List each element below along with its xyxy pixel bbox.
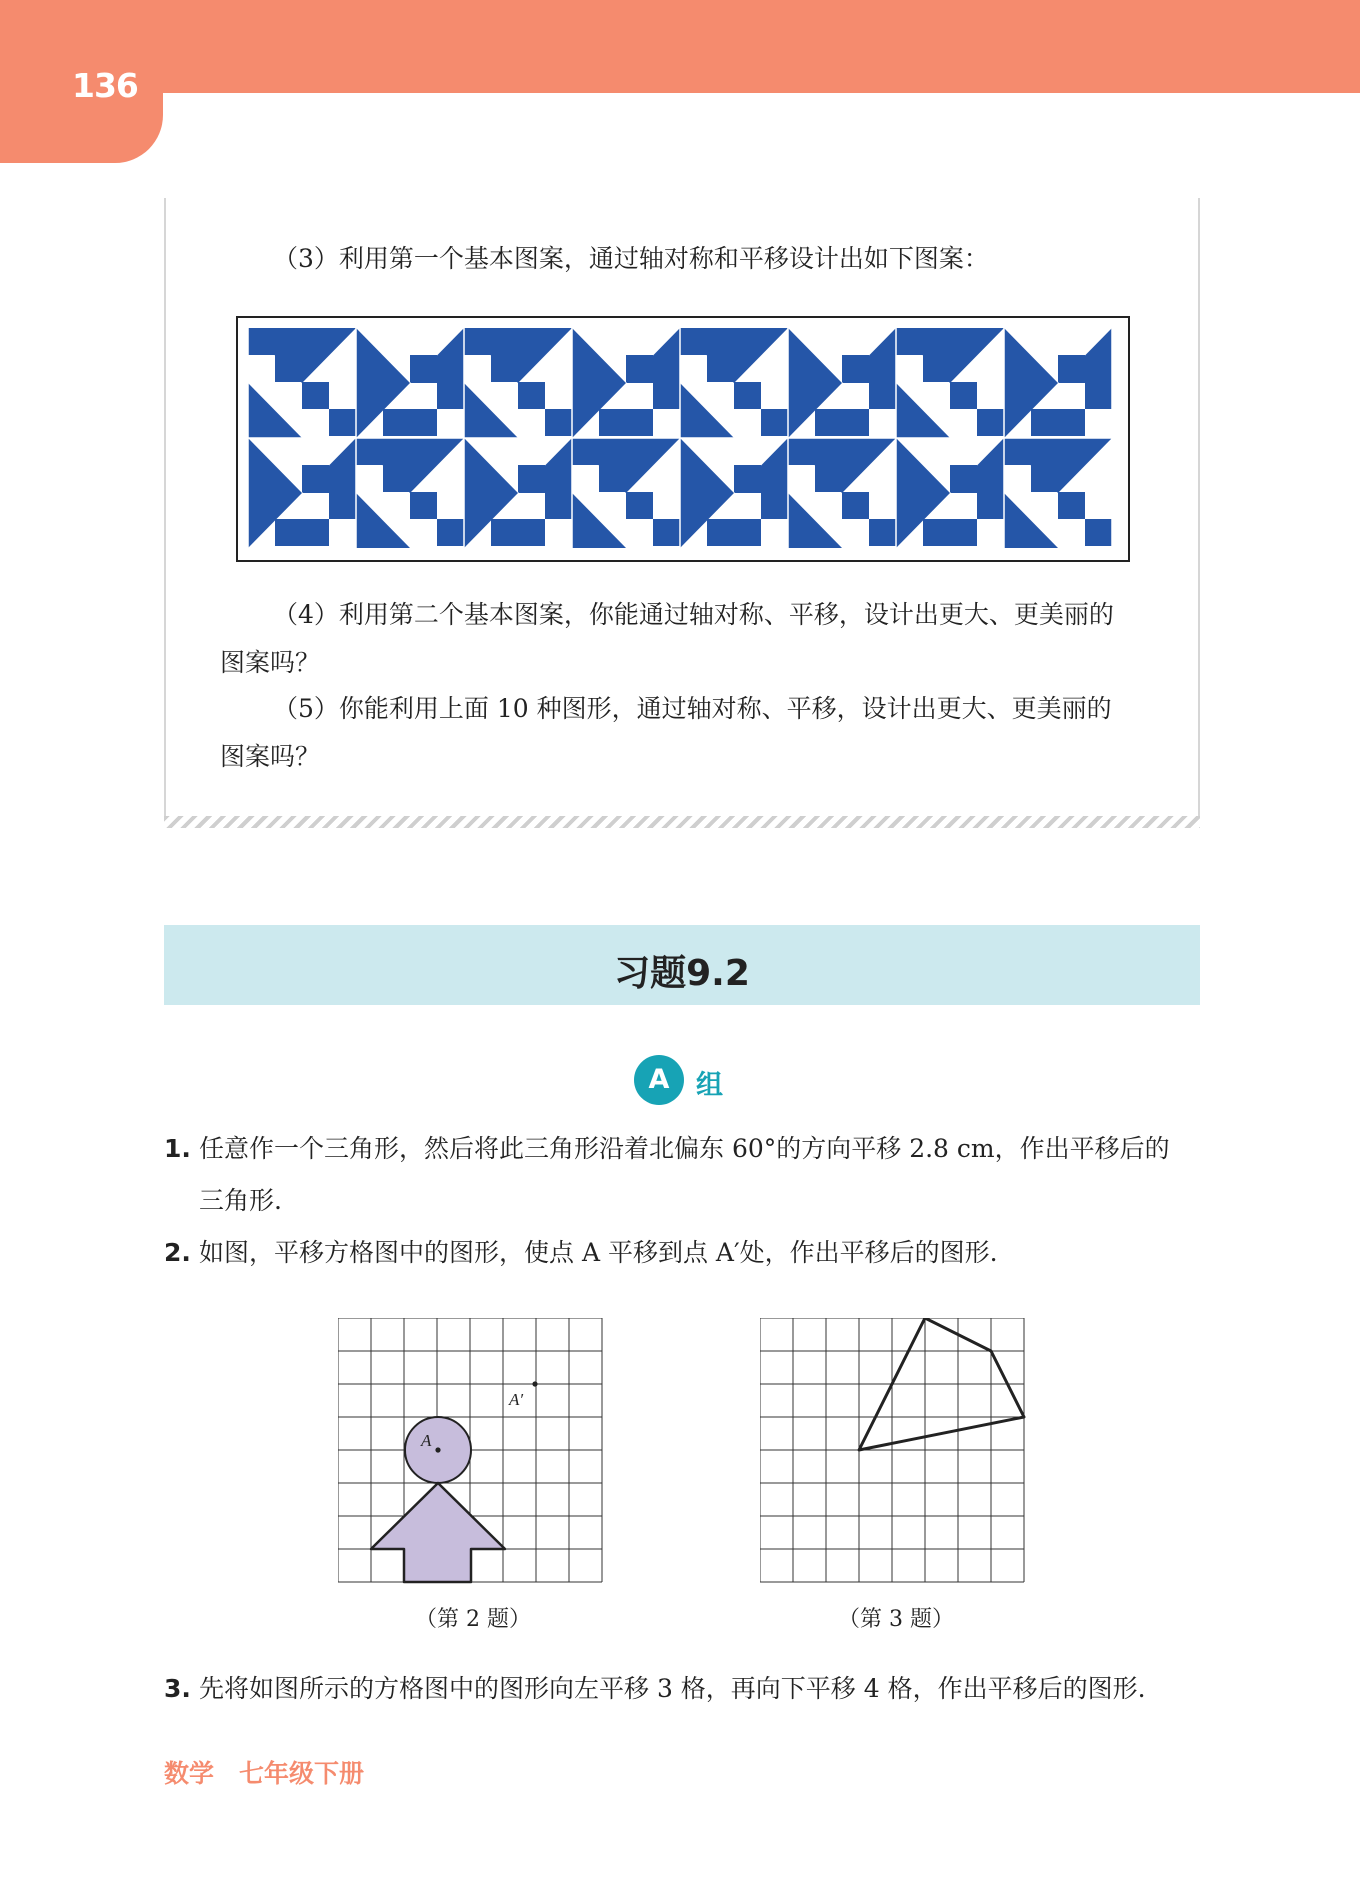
question-1-number xyxy=(164,1132,191,1166)
pattern-square xyxy=(410,355,437,382)
pattern-square xyxy=(410,492,437,519)
pattern-square xyxy=(977,409,1004,436)
pattern-square xyxy=(356,438,383,465)
pattern-square xyxy=(842,355,869,382)
pattern-square xyxy=(437,519,464,546)
pattern-square xyxy=(626,409,653,436)
figure-3-caption: （第 3 题） xyxy=(838,1607,954,1632)
figure-2-svg xyxy=(338,1318,608,1588)
pattern-square xyxy=(761,492,788,519)
pattern-square xyxy=(842,492,869,519)
pattern-square xyxy=(1085,519,1112,546)
pattern-square xyxy=(599,409,626,436)
group-letter-badge: A xyxy=(634,1055,684,1105)
pattern-square xyxy=(1004,438,1031,465)
question-2-number xyxy=(164,1236,191,1270)
pattern-square xyxy=(383,465,410,492)
pattern-square xyxy=(518,519,545,546)
pattern-square xyxy=(923,519,950,546)
pattern-square xyxy=(653,382,680,409)
question-2-text: 如图，平移方格图中的图形，使点 A 平移到点 A′处，作出平移后的图形. xyxy=(199,1238,998,1267)
pattern-square xyxy=(302,465,329,492)
pattern-square xyxy=(788,438,815,465)
tessellation-pattern xyxy=(236,316,1130,562)
pattern-square xyxy=(815,465,842,492)
pattern-square xyxy=(653,519,680,546)
figure-2-caption: （第 2 题） xyxy=(415,1607,531,1632)
pattern-square xyxy=(1085,382,1112,409)
pattern-square xyxy=(761,409,788,436)
pattern-square xyxy=(572,438,599,465)
pattern-square xyxy=(518,465,545,492)
box-bottom-hatch xyxy=(164,816,1200,828)
item-3-text: （3）利用第一个基本图案，通过轴对称和平移设计出如下图案： xyxy=(273,244,989,273)
point-a-dot xyxy=(435,1447,440,1452)
pattern-square xyxy=(734,519,761,546)
pattern-square xyxy=(437,382,464,409)
question-3-number xyxy=(164,1672,191,1706)
pattern-square xyxy=(734,382,761,409)
pattern-square xyxy=(950,465,977,492)
header-bar xyxy=(0,0,1360,93)
figure-2 xyxy=(338,1318,608,1592)
pattern-svg xyxy=(248,328,1114,548)
pattern-square xyxy=(1058,355,1085,382)
q2-num: 2. xyxy=(164,1238,191,1267)
pattern-square xyxy=(923,355,950,382)
group-label: 组 xyxy=(696,1070,723,1101)
pattern-square xyxy=(950,382,977,409)
pattern-square xyxy=(275,355,302,382)
footer-book-title: 数学 七年级下册 xyxy=(164,1759,365,1788)
pattern-square xyxy=(896,328,923,355)
item-5-line-2: 图案吗？ xyxy=(220,742,321,771)
pattern-square xyxy=(1031,465,1058,492)
pattern-square xyxy=(329,409,356,436)
pattern-square xyxy=(1031,409,1058,436)
pattern-square xyxy=(869,519,896,546)
pattern-square xyxy=(869,382,896,409)
pattern-square xyxy=(626,492,653,519)
exercise-title: 习题9.2 xyxy=(614,953,750,994)
point-a-label: A xyxy=(421,1431,432,1450)
point-a-prime-dot xyxy=(532,1381,537,1386)
pattern-square xyxy=(707,355,734,382)
pattern-square xyxy=(680,328,707,355)
pattern-square xyxy=(275,519,302,546)
pattern-square xyxy=(545,409,572,436)
point-a-prime-label: A′ xyxy=(509,1390,524,1409)
pattern-square xyxy=(545,492,572,519)
pattern-square xyxy=(491,519,518,546)
item-5-line-1: （5）你能利用上面 10 种图形，通过轴对称、平移，设计出更大、更美丽的 xyxy=(273,694,1112,723)
pattern-square xyxy=(410,409,437,436)
figure-3 xyxy=(760,1318,1030,1592)
pattern-square xyxy=(842,409,869,436)
pattern-square xyxy=(1058,492,1085,519)
pattern-square xyxy=(977,492,1004,519)
item-4-line-1: （4）利用第二个基本图案，你能通过轴对称、平移，设计出更大、更美丽的 xyxy=(273,600,1114,629)
pattern-square xyxy=(950,519,977,546)
question-1-line-2: 三角形. xyxy=(199,1186,282,1215)
exercise-title-band xyxy=(164,925,1200,1005)
pattern-square xyxy=(518,382,545,409)
pattern-square xyxy=(464,328,491,355)
page-number: 136 xyxy=(72,66,138,105)
pattern-square xyxy=(599,465,626,492)
figure-3-grid xyxy=(760,1318,1024,1582)
q3-num: 3. xyxy=(164,1674,191,1703)
pattern-square xyxy=(302,382,329,409)
figure-3-svg xyxy=(760,1318,1030,1588)
pattern-square xyxy=(626,355,653,382)
item-4-line-2: 图案吗？ xyxy=(220,648,321,677)
pattern-square xyxy=(491,355,518,382)
pattern-square xyxy=(1058,409,1085,436)
figure-2-body-shape xyxy=(371,1483,505,1582)
pattern-square xyxy=(383,409,410,436)
question-3-text: 先将如图所示的方格图中的图形向左平移 3 格，再向下平移 4 格，作出平移后的图形. xyxy=(199,1674,1146,1703)
question-1-line-1: 任意作一个三角形，然后将此三角形沿着北偏东 60°的方向平移 2.8 cm，作出平移后的 xyxy=(199,1134,1170,1163)
pattern-square xyxy=(302,519,329,546)
pattern-square xyxy=(248,328,275,355)
pattern-square xyxy=(707,519,734,546)
pattern-square xyxy=(734,465,761,492)
pattern-square xyxy=(815,409,842,436)
q1-num: 1. xyxy=(164,1134,191,1163)
pattern-square xyxy=(329,492,356,519)
